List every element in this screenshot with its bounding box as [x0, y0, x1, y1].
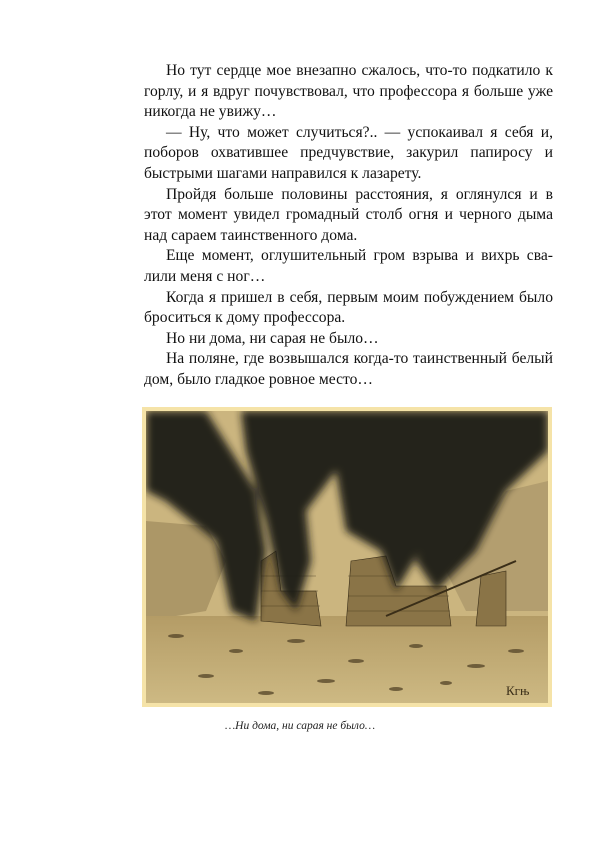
- illustration-frame: [142, 407, 552, 707]
- artist-signature: Кгњ: [506, 683, 530, 698]
- body-text: [144, 61, 553, 391]
- paragraph: — Ну, что может случиться?.. — успокаивал я себя и, поборов охватившее предчувствие, закурил папиросу и быстрыми шагами направился к лазарету.: [144, 123, 553, 182]
- illustration-explosion-ruins: [146, 411, 548, 703]
- paragraph: Пройдя больше половины расстояния, я оглянулся и в этот момент увидел громадный столб огня и черного дыма над сараем таинственного дома.: [144, 185, 553, 244]
- paragraph: Но ни дома, ни сарая не было…: [166, 329, 379, 347]
- paragraph: Еще момент, оглушительный гром взрыва и вихрь свалили меня с ног…: [144, 247, 553, 285]
- paragraph: Но тут сердце мое внезапно сжалось, что-то подкатило к горлу, и я вдруг почувствовал, что профессора я больше уже никогда не увижу…: [144, 62, 553, 121]
- paragraph: На поляне, где возвышался когда-то таинственный белый дом, было гладкое ровное место…: [144, 350, 553, 388]
- paragraph: Когда я пришел в себя, первым моим побуждением было броситься к дому профессора.: [144, 288, 553, 327]
- illustration-caption: …Ни дома, ни сарая не было…: [224, 720, 376, 732]
